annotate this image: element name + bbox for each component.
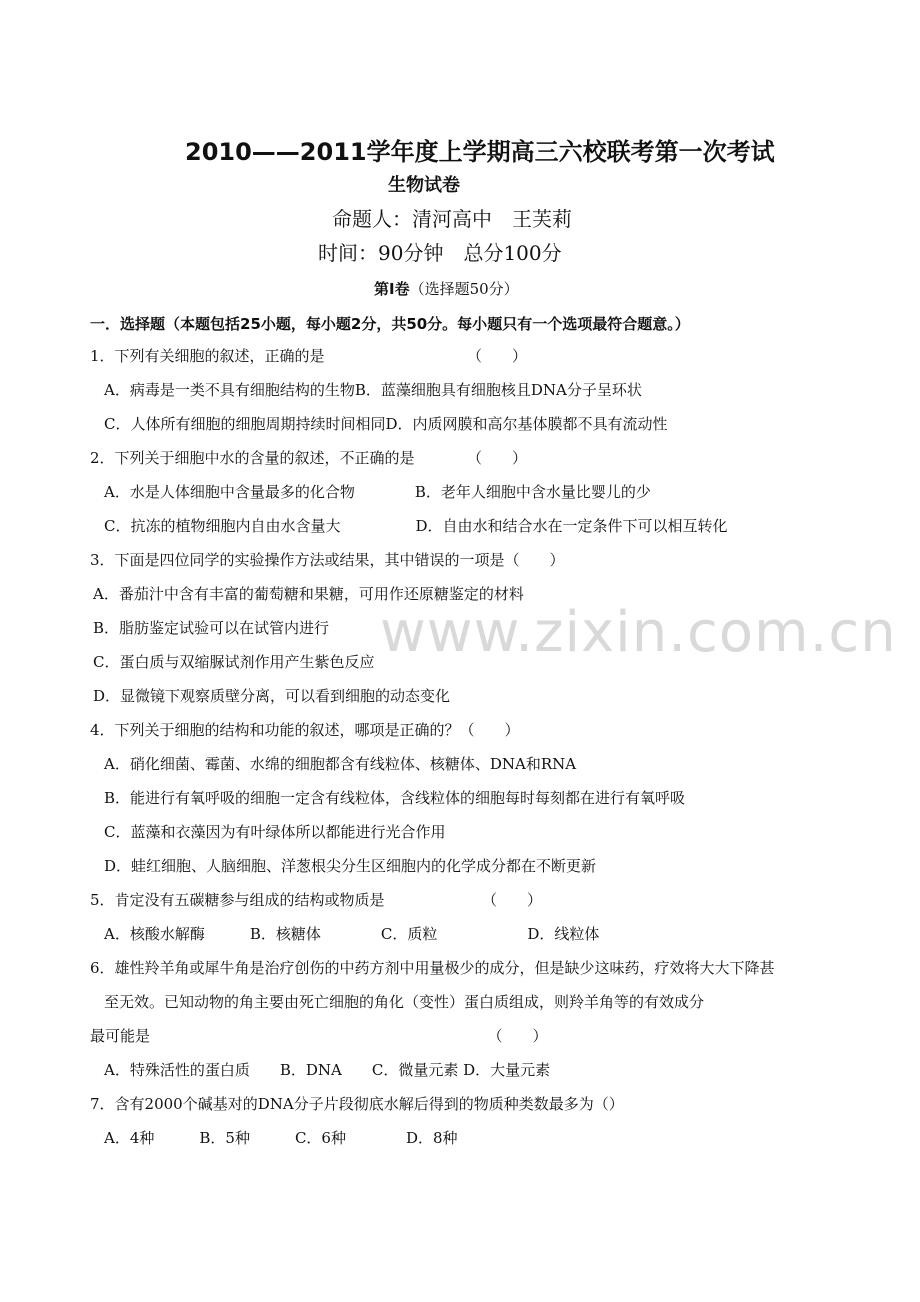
question-3-option-c: C．蛋白质与双缩脲试剂作用产生紫色反应 [93, 653, 375, 671]
question-7-stem: 7．含有2000个碱基对的DNA分子片段彻底水解后得到的物质种类数最多为（） [90, 1095, 624, 1113]
volume-heading [374, 279, 519, 299]
subject-title: 生物试卷 [388, 175, 460, 196]
question-2-stem: 2．下列关于细胞中水的含量的叙述，不正确的是 （ ） [90, 449, 528, 467]
question-6-stem: 6．雄性羚羊角或犀牛角是治疗创伤的中药方剂中用量极少的成分，但是缺少这味药，疗效将大大下降甚 [90, 959, 775, 977]
watermark: www.zixin.com.cn [380, 600, 897, 665]
question-4-option-d: D．蛙红细胞、人脑细胞、洋葱根尖分生区细胞内的化学成分都在不断更新 [104, 857, 597, 875]
section-heading: 一．选择题（本题包括25小题，每小题2分，共50分。每小题只有一个选项最符合题意。） [90, 315, 690, 333]
volume-label: 第Ⅰ卷 [374, 280, 410, 298]
author-line: 命题人：清河高中 王芙莉 [332, 207, 572, 231]
question-2-options-line1: A．水是人体细胞中含量最多的化合物 B．老年人细胞中含水量比婴儿的少 [104, 483, 651, 501]
question-3-stem: 3．下面是四位同学的实验操作方法或结果，其中错误的一项是（ ） [90, 551, 565, 569]
question-4-option-b: B．能进行有氧呼吸的细胞一定含有线粒体，含线粒体的细胞每时每刻都在进行有氧呼吸 [104, 789, 686, 807]
question-2-options-line2: C．抗冻的植物细胞内自由水含量大 D．自由水和结合水在一定条件下可以相互转化 [104, 517, 728, 535]
exam-title: 2010——2011学年度上学期高三六校联考第一次考试 [185, 138, 775, 166]
question-6-options: A．特殊活性的蛋白质 B．DNA C．微量元素 D．大量元素 [104, 1061, 551, 1079]
question-6-stem-continued: 至无效。已知动物的角主要由死亡细胞的角化（变性）蛋白质组成，则羚羊角等的有效成分 [104, 993, 705, 1011]
question-4-stem: 4．下列关于细胞的结构和功能的叙述，哪项是正确的？（ ） [90, 721, 520, 739]
question-3-option-a: A．番茄汁中含有丰富的葡萄糖和果糖，可用作还原糖鉴定的材料 [93, 585, 524, 603]
question-6-stem-end: 最可能是 （ ） [90, 1027, 548, 1045]
volume-note: （选择题50分） [409, 280, 519, 298]
question-4-option-a: A．硝化细菌、霉菌、水绵的细胞都含有线粒体、核糖体、DNA和RNA [104, 755, 577, 773]
question-5-options: A．核酸水解酶 B．核糖体 C．质粒 D．线粒体 [104, 925, 600, 943]
question-3-option-b: B．脂肪鉴定试验可以在试管内进行 [93, 619, 330, 637]
question-1-stem: 1．下列有关细胞的叙述，正确的是 （ ） [90, 347, 528, 365]
question-1-options-line2: C．人体所有细胞的细胞周期持续时间相同D．内质网膜和高尔基体膜都不具有流动性 [104, 415, 668, 433]
time-score-line: 时间：90分钟 总分100分 [318, 241, 562, 265]
question-1-options-line1: A．病毒是一类不具有细胞结构的生物B．蓝藻细胞具有细胞核且DNA分子呈环状 [104, 381, 642, 399]
question-5-stem: 5．肯定没有五碳糖参与组成的结构或物质是 （ ） [90, 891, 543, 909]
question-3-option-d: D．显微镜下观察质壁分离，可以看到细胞的动态变化 [93, 687, 451, 705]
question-4-option-c: C．蓝藻和衣藻因为有叶绿体所以都能进行光合作用 [104, 823, 446, 841]
question-7-options: A．4种 B．5种 C．6种 D．8种 [104, 1129, 458, 1147]
